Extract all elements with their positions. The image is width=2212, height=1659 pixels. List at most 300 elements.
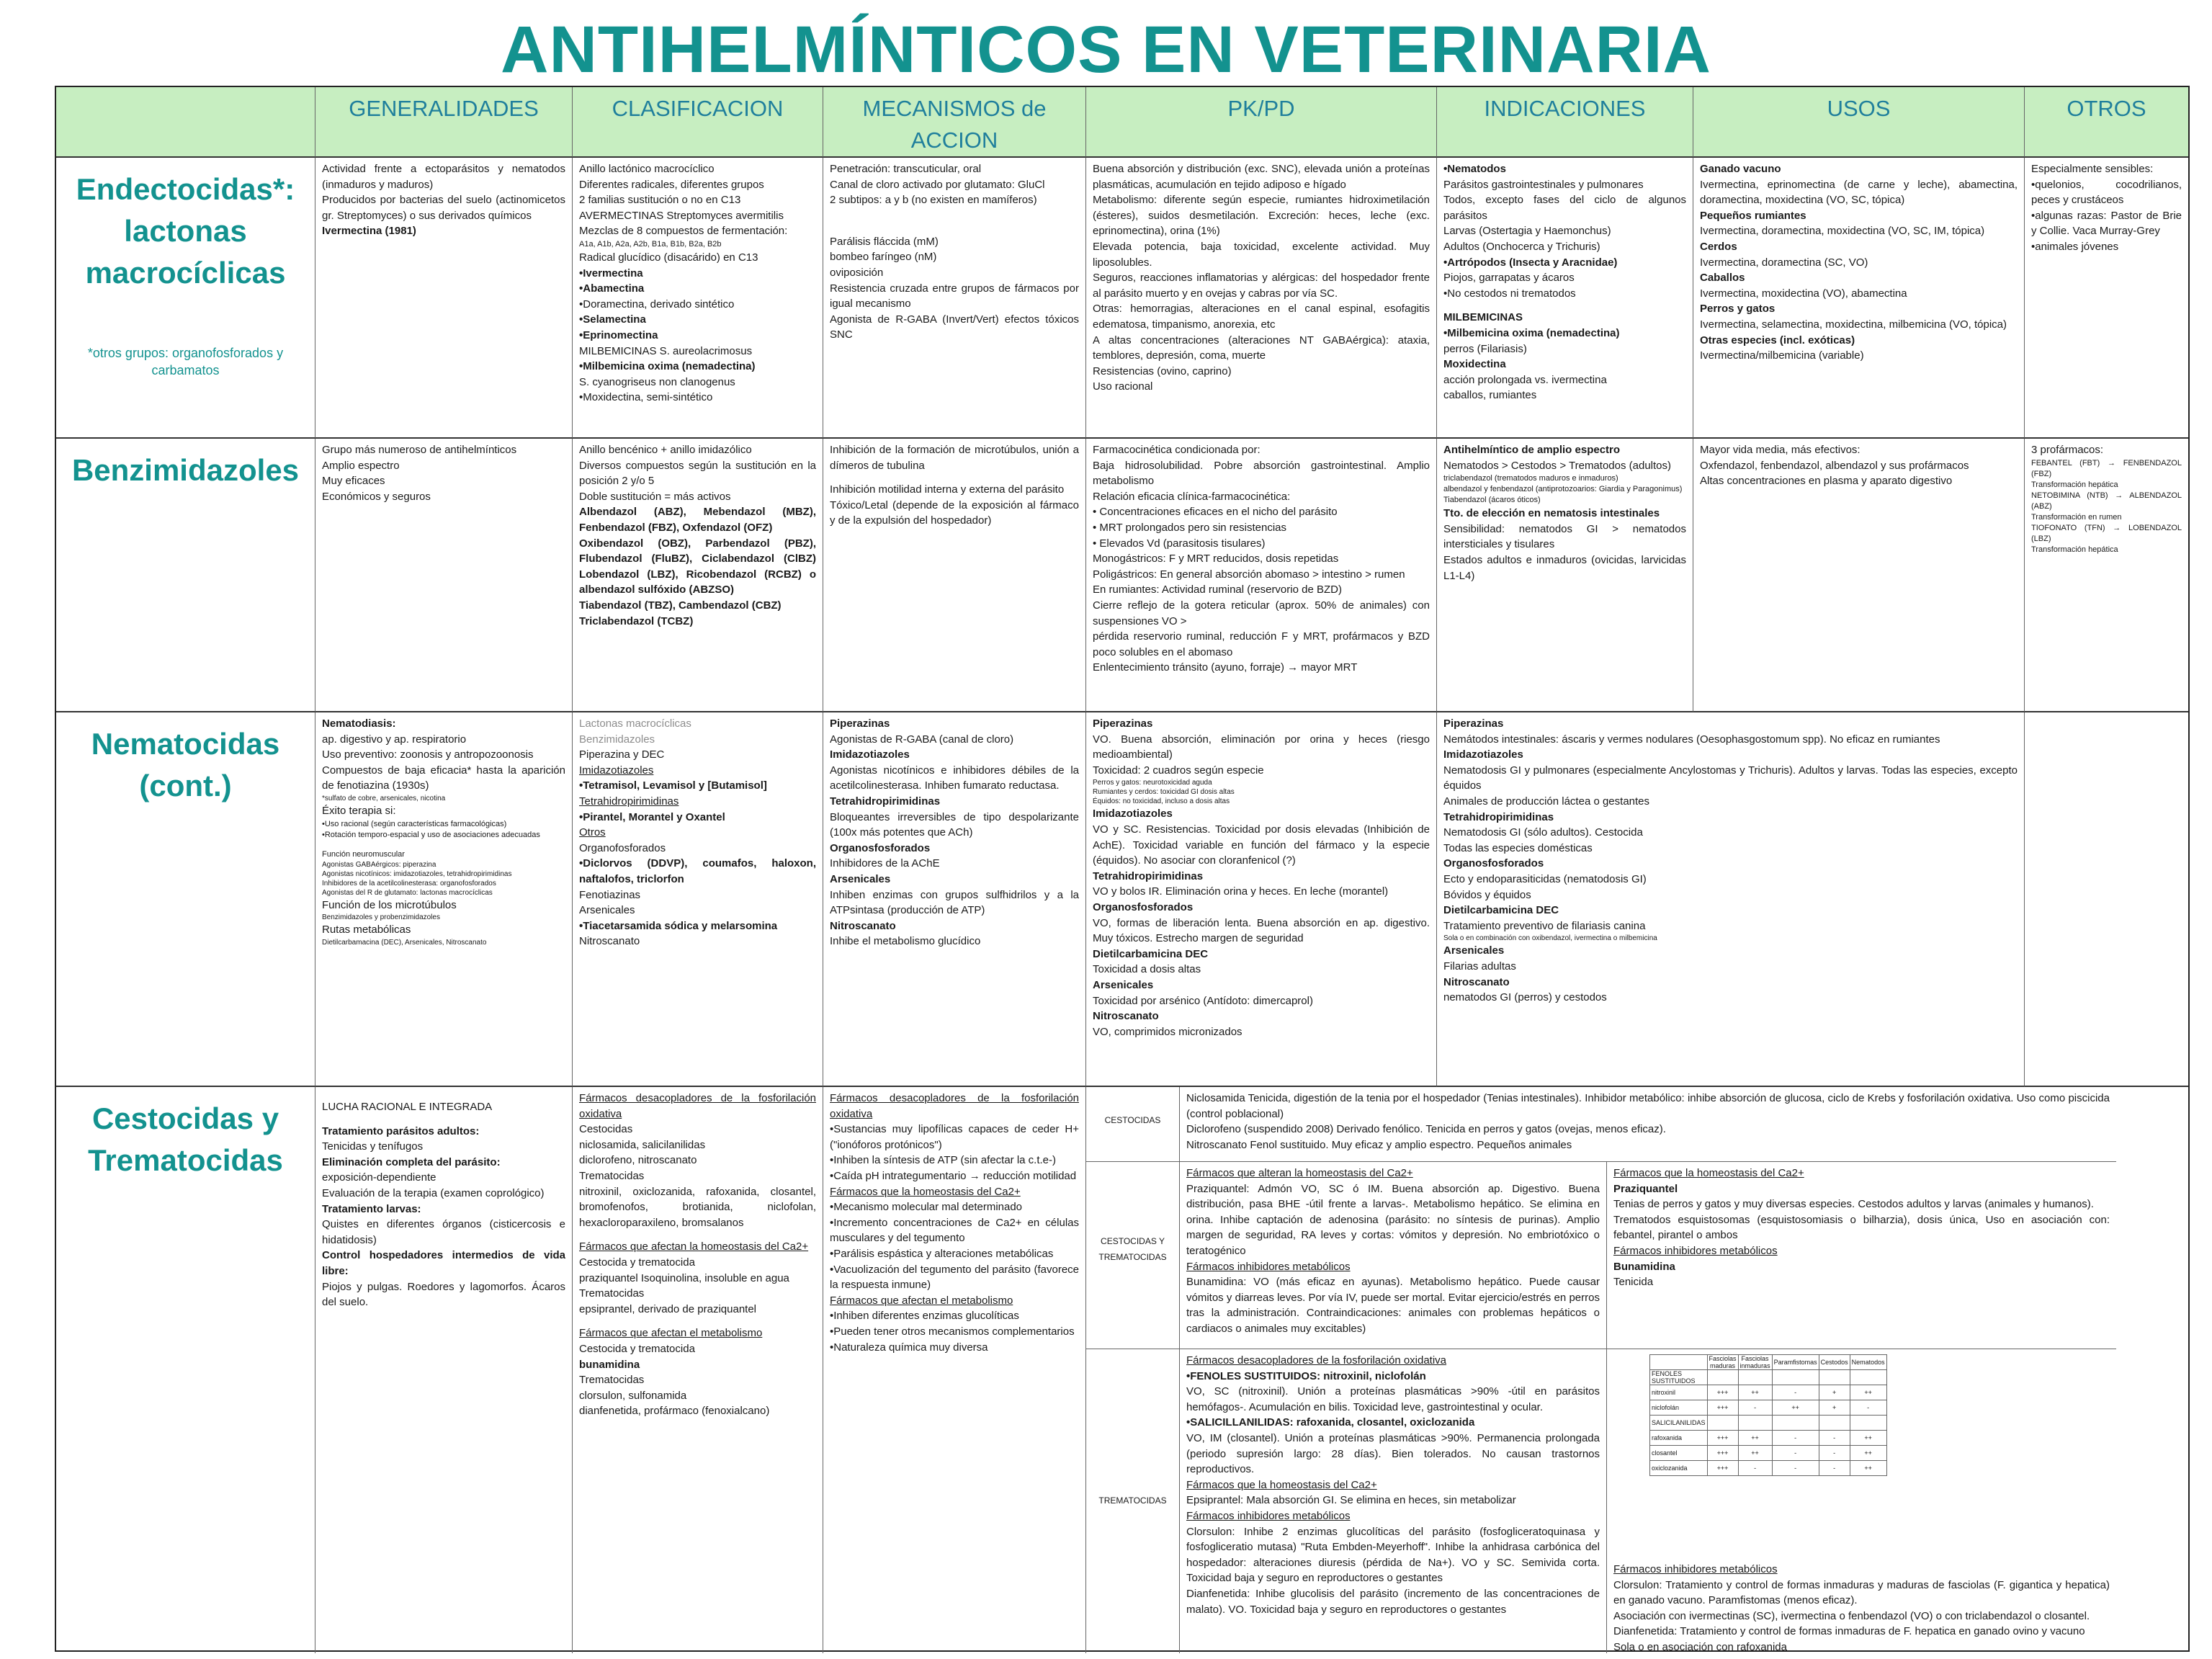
cell-line: Altas concentraciones en plasma y aparato digestivo [1700,475,1953,488]
cell-line: Sensibilidad: nematodos GI > nematodos intersticiales y tisulares [1443,522,1686,551]
mini-corner [1650,1355,1708,1370]
cell-line: Fármacos que afectan el metabolismo [579,1327,763,1340]
cell-line: Arsenicales [579,904,635,917]
cell-line: Organosfosforados [1443,857,1544,870]
endecto-pkpd [1086,158,1437,439]
cell-line: Caballos [1700,272,1745,285]
cell-line: •Milbemicina oxima (nemadectina) [579,360,756,373]
cell-line: •Incremento concentraciones de Ca2+ en células musculares y del tegumento [830,1216,1079,1245]
cell-line: Pequeños rumiantes [1700,209,1806,222]
cell-line: Grupo más numeroso de antihelmínticos [322,444,517,456]
cell-line: Sola o en combinación con oxibendazol, ivermectina o milbemicina [1443,934,1657,943]
cell-line: Praziquantel: Admón VO, SC ó IM. Buena absorción ap. Digestivo. Buena distribución, pasa BHE -útil frente a larvas-. Metabolismo hepático. Se elimina en orina. Inhibe captación de adenosina (parásito: no síntesis de purinas). Amplio margen de seguridad, RA leves y cortas: vómitos y depresión. No embriotóxico o teratogénico [1186,1182,1600,1257]
cell-line: Elevada potencia, baja toxicidad, excelente actividad. Muy liposolubles. [1093,240,1430,269]
cell-line: Triclabendazol (TCBZ) [579,614,694,627]
cell-line: diclorofeno, nitroscanato [579,1154,697,1167]
cell-line: Tratamiento parásitos adultos: [322,1124,480,1137]
cell-line: •Rotación temporo-espacial y uso de asociaciones adecuadas [322,830,540,839]
cell-line [830,225,1079,234]
mini-table-cell: ++ [1850,1431,1886,1446]
cell-line: Imidazotiazoles [579,764,654,777]
cell-line: Nitroscanato [1093,1010,1159,1023]
nema-pkpd [1086,712,1437,1087]
cell-line: praziquantel Isoquinolina, insoluble en agua [579,1271,789,1284]
cell-line: Resistencias (ovino, caprino) [1093,365,1232,377]
cell-line: Doble sustitución = más activos [579,490,731,503]
cell-line: Nitroscanato [1443,975,1510,988]
cell-line: VO, IM (closantel). Unión a proteínas plasmáticas >90%. Permanencia prolongada (periodo supresión largo: 28 días). Bien tolerados. No causan trastornos reproductivos. [1186,1431,1600,1476]
cell-line [579,1317,816,1325]
mini-table-row [1650,1416,1887,1431]
mini-table-cell: - [1850,1400,1886,1416]
mini-head-cell: Cestodos [1819,1355,1850,1370]
mini-table-cell: ++ [1738,1431,1772,1446]
cell-line: A altas concentraciones (alteraciones NT GABAérgica): ataxia, temblores, depresión, coma, muerte [1093,334,1430,362]
cell-line: Benzimidazoles y probenzimidazoles [322,913,440,922]
cesto-sub-text [1180,1087,2116,1162]
header-otros: OTROS [2025,87,2188,158]
mini-head-cell: Paramfistomas [1772,1355,1819,1370]
cell-line: Piperazinas [830,717,890,730]
cell-line: Nematodos > Cestodos > Trematodos (adultos) [1443,459,1671,472]
header-pkpd: PK/PD [1086,87,1437,158]
cell-line: Rumiantes y cerdos: toxicidad GI dosis altas [1093,788,1235,797]
header-mecanismos-label: MECANISMOS de ACCION [862,96,1047,153]
nema-generalidades [315,712,573,1087]
cell-line: Organosfosforados [830,841,931,854]
cell-line: •Eprinomectina [579,328,658,341]
cell-line: Lactonas macrocíclicas [579,717,691,730]
benz-generalidades [315,439,573,712]
cell-line: Control hospedadores intermedios de vida libre: [322,1249,565,1277]
cell-line: Fármacos inhibidores metabólicos [1613,1244,1778,1257]
mini-table-cell: closantel [1650,1446,1708,1461]
row-header-cestocidas [56,1087,315,1653]
nema-clasificacion [573,712,823,1087]
cell-line: Parásitos gastrointestinales y pulmonares [1443,178,1644,191]
mini-table-cell [1850,1370,1886,1385]
tre-sub-left [1180,1349,1607,1653]
cell-line: Ivermectina (1981) [322,225,416,238]
cell-line: nematodos GI (perros) y cestodos [1443,991,1607,1004]
row-header-benzimidazoles [56,439,315,712]
cell-line: Fármacos que afectan la homeostasis del Ca2+ [579,1240,809,1253]
cell-line: Transformación hepática [2031,545,2118,554]
cell-line: Eliminación completa del parásito: [322,1155,501,1168]
cell-line [322,1115,565,1124]
cell-line: *sulfato de cobre, arsenicales, nicotina [322,794,446,802]
mini-table-cell: - [1738,1461,1772,1476]
cell-line: •Tetramisol, Levamisol y [Butamisol] [579,779,767,792]
mini-table-header [1650,1355,1887,1370]
header-indicaciones: INDICACIONES [1437,87,1693,158]
cell-line: Tetrahidropirimidinas [1443,810,1554,823]
mini-table-cell: - [1819,1446,1850,1461]
cell-line: •animales jóvenes [2031,240,2119,253]
cell-line: Trematocidas [579,1374,645,1387]
cell-line: albendazol y fenbendazol (antiprotozoarios: Giardia y Paragonimus) [1443,485,1683,494]
cell-line: Quistes en diferentes órganos (cisticercosis e hidatidosis) [322,1218,565,1246]
cell-line: Inhibición de la formación de microtúbulos, unión a dímeros de tubulina [830,444,1079,472]
mini-table-cell [1772,1416,1819,1431]
cell-line: Anillo lactónico macrocíclico [579,163,715,175]
page-title: ANTIHELMÍNTICOS EN VETERINARIA [501,13,1711,86]
cell-line: Dianfenetida: Tratamiento y control de formas inmaduras de F. hepatica en ganado ovino y vacuno [1613,1625,2085,1638]
cell-line: Agonistas nicotínicos: imidazotiazoles, tetrahidropirimidinas [322,869,512,878]
cell-line [830,217,1079,225]
cell-line: •Vacuolización del tegumento del parásito (favorece la respuesta inmune) [830,1263,1079,1292]
header-blank [56,87,315,158]
mini-table-cell [1707,1416,1738,1431]
nema-otros [2025,712,2188,1087]
tre-sub-label-text: TREMATOCIDAS [1098,1495,1167,1506]
cell-line [322,1091,565,1099]
cell-line: Piperazinas [1093,717,1153,730]
cell-line: Función de los microtúbulos [322,898,457,911]
cell-line: Nitroscanato [830,919,896,932]
cell-line: Fármacos desacopladores de la fosforilación oxidativa [830,1092,1079,1120]
ct-sub-right [1607,1162,2116,1349]
benz-indicaciones [1437,439,1693,712]
cell-line: Especialmente sensibles: [2031,163,2154,175]
mini-table-cell: niclofolán [1650,1400,1708,1416]
cell-line: VO, SC (nitroxinil). Unión a proteínas plasmáticas >90% -útil en parásitos hemófagos-. Acumulación en bilis. Toxicidad leve, gastrointestinal y ocular. [1186,1385,1600,1413]
cell-line: •algunas razas: Pastor de Brie y Collie. Vaca Murray-Grey [2031,209,2182,238]
cell-line: Dietilcarbamicina DEC [1093,947,1209,960]
tre-sub-label [1086,1349,1180,1653]
cell-line: Fármacos desacopladores de la fosforilación oxidativa [1186,1354,1447,1367]
cell-line: •Sustancias muy lipofílicas capaces de ceder H+ ("ionóforos protónicos") [830,1123,1079,1151]
cell-line: Organofosforados [579,841,666,854]
cell-line: ap. digestivo y ap. respiratorio [322,733,467,746]
row-title: Benzimidazoles [71,453,300,487]
cell-line: Ivermectina/milbemicina (variable) [1700,349,1864,362]
cell-line: Antihelmíntico de amplio espectro [1443,444,1621,456]
endecto-indicaciones [1437,158,1693,439]
ceste-generalidades [315,1087,573,1653]
cell-line: Cierre reflejo de la gotera reticular (aprox. 50% de animales) con suspensiones VO > [1093,599,1430,627]
cell-line: Toxicidad por arsénico (Antídoto: dimercaprol) [1093,994,1313,1007]
cell-line: Uso preventivo: zoonosis y antropozoonosis [322,748,534,761]
cell-line: Transformación en rumen [2031,512,2122,522]
cell-line: Oxfendazol, fenbendazol, albendazol y sus profármacos [1700,459,1969,472]
cell-line: Monogástricos: F y MRT reducidos, dosis repetidas [1093,553,1339,565]
cell-line: Inhibidores de la acetilcolinesterasa: organofosforados [322,879,496,887]
mini-table-cell [1772,1370,1819,1385]
cell-line: MILBEMICINAS S. aureolacrimosus [579,344,753,357]
cell-line: Fármacos inhibidores metabólicos [1186,1260,1351,1273]
mini-table-cell: SALICILANILIDAS [1650,1416,1708,1431]
cell-line: Transformación hepática [2031,480,2118,489]
cell-line: Bóvidos y équidos [1443,888,1531,901]
nema-mecanismos [823,712,1086,1087]
cell-line: Tetrahidropirimidinas [579,795,679,808]
cell-line: Inhibidores de la AChE [830,857,940,870]
cell-line: 3 profármacos: [2031,444,2104,456]
cell-line: Ivermectina, doramectina (SC, VO) [1700,256,1868,269]
cell-line: Enlentecimiento tránsito (ayuno, forraje) → mayor MRT [1093,661,1358,674]
cell-line: caballos, rumiantes [1443,389,1537,402]
mini-table-cell: FENOLES SUSTITUIDOS [1650,1370,1708,1385]
mini-table-cell: + [1819,1385,1850,1400]
cell-line: Benzimidazoles [579,733,655,746]
cell-line: clorsulon, sulfonamida [579,1389,687,1402]
cell-line: Inhibe el metabolismo glucídico [830,935,981,948]
cell-line: NETOBIMINA (NTB) → ALBENDAZOL (ABZ) [2031,491,2182,511]
endecto-mecanismos [823,158,1086,439]
cell-line: Cestocidas [579,1123,633,1136]
cell-line: Seguros, reacciones inflamatorias y alérgicas: del hospedador frente al parásito muerto y en ovejas y cabras por vía SC. [1093,272,1430,300]
cell-line: •Abamectina [579,282,645,295]
cell-line: Bunamidina [1613,1260,1675,1273]
cell-line: S. cyanogriseus non clanogenus [579,375,735,388]
cell-line: Relación eficacia clínica-farmacocinética: [1093,490,1291,503]
cell-line: Perros y gatos: neurotoxicidad aguda [1093,779,1212,787]
cell-line: Piojos y pulgas. Roedores y lagomorfos. Ácaros del suelo. [322,1280,565,1309]
mini-table-body [1650,1370,1887,1476]
ct-sub-label-text: CESTOCIDAS Y TREMATOCIDAS [1098,1236,1167,1262]
cell-line: Niclosamida Tenicida, digestión de la tenia por el hospedador (Tenias intestinales). Inhibidor metabólico: inhibe absorción de glucosa, ciclo de Krebs y fosforilación oxidativa. Uso como piscicida (control poblacional) [1186,1092,2110,1120]
cell-line: Producidos por bacterias del suelo (actinomicetos gr. Streptomyces) o sus derivados químicos [322,194,565,222]
cell-line: •Moxidectina, semi-sintético [579,391,713,404]
mini-table-cell: ++ [1738,1385,1772,1400]
mini-table-cell: - [1772,1431,1819,1446]
cell-line: Arsenicales [830,872,891,885]
mini-head-cell: Fasciolas inmaduras [1738,1355,1772,1370]
cell-line: Fármacos inhibidores metabólicos [1613,1563,1778,1575]
cell-line: Cestocida y trematocida [579,1256,695,1269]
header-clasificacion: CLASIFICACION [573,87,823,158]
cell-line: •Naturaleza química muy diversa [830,1341,988,1354]
cell-line: Agonistas nicotínicos e inhibidores débiles de la acetilcolinesterasa. Inhiben fumarato reductasa. [830,764,1079,792]
mini-table-row [1650,1431,1887,1446]
cell-line: Ivermectina, selamectina, moxidectina, milbemicina (VO, tópica) [1700,318,2007,331]
cell-line: Praziquantel [1613,1182,1678,1195]
cell-line: Agonistas de R-GABA (canal de cloro) [830,733,1014,746]
cell-line: Nitroscanato Fenol sustituido. Muy eficaz y amplio espectro. Pequeños animales [1186,1138,1572,1151]
cell-line: Ganado vacuno [1700,163,1781,175]
cell-line: Inhibición motilidad interna y externa del parásito [830,483,1065,496]
mini-activity-table [1649,1354,1887,1476]
cell-line: Toxicidad: 2 cuadros según especie [1093,764,1264,777]
mini-table-row [1650,1400,1887,1416]
mini-table-cell: - [1819,1461,1850,1476]
cell-line: Anillo bencénico + anillo imidazólico [579,444,752,456]
cell-line: Bloqueantes irreversibles de tipo despolarizante (100x más potentes que ACh) [830,810,1079,839]
cell-line: VO y SC. Resistencias. Toxicidad por dosis elevadas (Inhibición de AchE). Toxicidad variable en función del fármaco y la especie (équidos). No asociar con cloranfenicol (?) [1093,823,1430,867]
mini-table-cell: - [1772,1446,1819,1461]
cell-line: Todos, excepto fases del ciclo de algunos parásitos [1443,194,1686,222]
mini-table-cell [1819,1416,1850,1431]
cell-line: AVERMECTINAS Streptomyces avermitilis [579,209,784,222]
cell-line: Tiabendazol (ácaros óticos) [1443,496,1541,505]
cell-line: Imidazotiazoles [1443,748,1523,761]
cell-line: Tenias de perros y gatos y muy diversas especies. Cestodos adultos y larvas (animales y humanos). [1613,1198,2094,1211]
cell-line: 2 subtipos: a y b (no existen en mamíferos) [830,194,1037,207]
cell-line: Otros [579,826,606,839]
cell-line: Fármacos que afectan el metabolismo [830,1294,1013,1307]
cell-line: Tratamiento larvas: [322,1202,421,1215]
cell-line: Compuestos de baja eficacia* hasta la aparición de fenotiazina (1930s) [322,764,565,792]
cell-line: Arsenicales [1443,944,1505,957]
cell-line: Trematocidas [579,1287,645,1300]
cell-line: 2 familias sustitución o no en C13 [579,194,741,207]
cell-line: •Parálisis espástica y alteraciones metabólicas [830,1247,1054,1260]
mini-table-cell: ++ [1850,1461,1886,1476]
cell-line: Perros y gatos [1700,303,1776,316]
cell-line: Tiabendazol (TBZ), Cambendazol (CBZ) [579,599,782,612]
cell-line: Nemátodos intestinales: áscaris y vermes nodulares (Oesophasgostomum spp). No eficaz en rumiantes [1443,733,1940,746]
benz-usos [1693,439,2025,712]
cell-line: TIOFONATO (TFN) → LOBENDAZOL (LBZ) [2031,523,2182,543]
cell-line: Agonistas GABAérgicos: piperazina [322,860,436,869]
cell-line: • MRT prolongados pero sin resistencias [1093,521,1286,534]
cell-line: pérdida reservorio ruminal, reducción F y MRT, profármacos y BZD poco solubles en el abomaso [1093,630,1430,658]
benz-otros [2025,439,2188,712]
cell-line: Otras especies (incl. exóticas) [1700,334,1855,346]
cell-line: Dietilcarbamicina DEC [1443,904,1559,917]
mini-table-cell [1738,1370,1772,1385]
mini-table-row [1650,1461,1887,1476]
cell-line: Équidos: no toxicidad, incluso a dosis altas [1093,797,1230,806]
cell-line: Asociación con ivermectinas (SC), ivermectina o fenbendazol (VO) o con triclabendazol o closantel. [1613,1609,2090,1622]
cell-line: Radical glucídico (disacárido) en C13 [579,251,758,264]
cell-line: bombeo faríngeo (nM) [830,251,937,264]
row-title: Cestocidas y Trematocidas [88,1101,283,1177]
cell-line: epsiprantel, derivado de praziquantel [579,1302,756,1315]
cell-line: Fármacos que la homeostasis del Ca2+ [1186,1478,1377,1491]
cell-line: VO, comprimidos micronizados [1093,1025,1242,1038]
cell-line: Fármacos que la homeostasis del Ca2+ [830,1185,1021,1198]
mini-table-cell: +++ [1707,1385,1738,1400]
cell-line: Baja hidrosolubilidad. Pobre absorción gastrointestinal. Amplio metabolismo [1093,459,1430,488]
cell-line: Fármacos que alteran la homeostasis del Ca2+ [1186,1167,1413,1179]
cell-line: Clorsulon: Inhibe 2 enzimas glucolíticas del parásito (fosfogliceratoquinasa y fosfogliceratio mutasa) "Ruta Embden-Meyerhoff". Inhibe la anhidrasa carbónica del hospedador: alteraciones diuresis (pérdida de Na+). VO y SC. Semivida corta. Toxicidad baja y seguro en reproductores o gestantes [1186,1525,1600,1585]
cell-line: Piojos, garrapatas y ácaros [1443,272,1575,285]
cell-line: Animales de producción láctea o gestantes [1443,795,1650,808]
cell-line: Diclorofeno (suspendido 2008) Derivado fenólico. Tenicida en perros y gatos (ovejas, menos eficaz). [1186,1123,1666,1136]
cell-line: Bunamidina: VO (más eficaz en ayunas). Metabolismo hepático. Puede causar vómitos y diarreas leves. Por vía IV, puede ser mortal. Evitar ejercicio/estrés en perros tras la administración. Contraindicaciones: animales con problemas hepáticos o cardiacos o animales muy excitables) [1186,1276,1600,1335]
tre-sub-right-text [1613,1562,2110,1653]
cell-line: Organosfosforados [1093,900,1194,913]
cell-line: Fármacos que la homeostasis del Ca2+ [1613,1167,1804,1179]
cell-line: Cerdos [1700,240,1737,253]
ct-sub-left [1180,1162,1607,1349]
mini-table-cell: ++ [1850,1385,1886,1400]
cell-line: Éxito terapia si: [322,804,396,817]
row-title: Endectocidas*: lactonas macrocíclicas [76,172,295,290]
cell-line: Dietilcarbamacina (DEC), Arsenicales, Nitroscanato [322,938,487,947]
cell-line: •Ivermectina [579,267,643,280]
cell-line: Moxidectina [1443,358,1506,371]
cell-line: Sola o en asociación con rafoxanida [1613,1640,1787,1653]
cell-line: •Doramectina, derivado sintético [579,298,735,310]
cell-line: Actividad frente a ectoparásitos y nematodos (inmaduros y maduros) [322,163,565,191]
cell-line: •quelonios, cocodrilianos, peces y crustáceos [2031,178,2182,207]
cell-line: Tratamiento preventivo de filariasis canina [1443,919,1646,932]
cell-line: Imidazotiazoles [1093,808,1173,820]
cell-line: Buena absorción y distribución (exc. SNC), elevada unión a proteínas plasmáticas, acumulación en tejido adiposo e hígado [1093,163,1430,191]
cell-line: Tenicida [1613,1276,1654,1289]
cell-line: Parálisis fláccida (mM) [830,235,939,248]
cell-line [830,473,1079,482]
cell-line: Arsenicales [1093,978,1154,991]
mini-table-row [1650,1385,1887,1400]
cell-line: Poligástricos: En general absorción abomaso > intestino > rumen [1093,568,1405,581]
mini-table-cell: rafoxanida [1650,1431,1708,1446]
cell-line: •Nematodos [1443,163,1506,175]
mini-table-cell: oxiclozanida [1650,1461,1708,1476]
cell-line: triclabendazol (trematodos maduros e inmaduros) [1443,474,1618,483]
cell-line: •No cestodos ni trematodos [1443,287,1576,300]
mini-table-cell: ++ [1772,1400,1819,1416]
cell-line: Ecto y endoparasiticidas (nematodosis GI) [1443,872,1647,885]
cell-line: Larvas (Ostertagia y Haemonchus) [1443,225,1611,238]
mini-table-cell: nitroxinil [1650,1385,1708,1400]
cell-line: •Inhiben diferentes enzimas glucolíticas [830,1310,1019,1323]
row-header-nematocidas [56,712,315,1087]
mini-table-row [1650,1446,1887,1461]
cell-line: Piperazinas [1443,717,1504,730]
cell-line: •Caída pH intrategumentario → reducción motilidad [830,1169,1077,1182]
cell-line: Penetración: transcuticular, oral [830,163,982,175]
cell-line: Ivermectina, moxidectina (VO), abamectina [1700,287,1907,300]
row-title: Nematocidas (cont.) [91,727,280,802]
cell-line [830,208,1079,217]
cell-line: Imidazotiazoles [830,748,910,761]
mini-table-cell: +++ [1707,1431,1738,1446]
cell-line: A1a, A1b, A2a, A2b, B1a, B1b, B2a, B2b [579,239,722,249]
cell-line: Resistencia cruzada entre grupos de fármacos por igual mecanismo [830,282,1079,310]
ceste-mecanismos [823,1087,1086,1653]
cell-line: Oxibendazol (OBZ), Parbendazol (PBZ), Flubendazol (FluBZ), Ciclabendazol (ClBZ) Lobendazol (LBZ), Ricobendazol (RCBZ) o albendazol sulfóxido (ABZSO) [579,537,816,596]
cell-line: Uso racional [1093,380,1153,393]
cell-line: Cestocida y trematocida [579,1342,695,1355]
cell-line: •FENOLES SUSTITUIDOS: nitroxinil, niclofolán [1186,1369,1426,1382]
mini-table-row [1650,1370,1887,1385]
endecto-usos [1693,158,2025,439]
cell-line: nitroxinil, oxiclozanida, rafoxanida, closantel, bromofenofos, brotianida, niclofolan, hexacloroparaxileno, bromsalanos [579,1185,816,1229]
cell-line: •Tiacetarsamida sódica y melarsomina [579,919,778,932]
mini-table-cell: - [1819,1431,1850,1446]
cell-line: Fármacos desacopladores de la fosforilación oxidativa [579,1092,816,1120]
cell-line: Todas las especies domésticas [1443,841,1593,854]
header-generalidades: GENERALIDADES [315,87,573,158]
cell-line: VO. Buena absorción, eliminación por orina y heces (riesgo medioambiental) [1093,733,1430,761]
cell-line: Mayor vida media, más efectivos: [1700,444,1861,456]
mini-table-cell: - [1772,1461,1819,1476]
cell-line: Fenotiazinas [579,888,641,901]
cell-line [322,841,565,849]
cell-line: Amplio espectro [322,459,400,472]
row-header-endectocidas [56,158,315,439]
cell-line: Clorsulon: Tratamiento y control de formas inmaduras y maduras de fasciolas (F. gigantica y hepatica) en ganado vacuno. Paramfistomas (menos eficaz). [1613,1578,2110,1607]
mini-head-cell: Nematodos [1850,1355,1886,1370]
cell-line: Toxicidad a dosis altas [1093,963,1201,976]
cell-line: VO y bolos IR. Eliminación orina y heces. En leche (morantel) [1093,885,1389,898]
nema-indicaciones-usos [1437,712,2025,1087]
cell-line: LUCHA RACIONAL E INTEGRADA [322,1101,493,1113]
endecto-otros [2025,158,2188,439]
cell-line: Agonista de R-GABA (Invert/Vert) efectos tóxicos SNC [830,313,1079,341]
benz-mecanismos [823,439,1086,712]
row-note: *otros grupos: organofosforados y carbamatos [87,346,284,377]
mini-table-cell: +++ [1707,1400,1738,1416]
cell-line: Tenicidas y tenífugos [322,1140,424,1153]
cell-line: •Selamectina [579,313,646,326]
mini-table-cell [1850,1416,1886,1431]
cell-line: •Uso racional (según características farmacológicas) [322,819,507,828]
